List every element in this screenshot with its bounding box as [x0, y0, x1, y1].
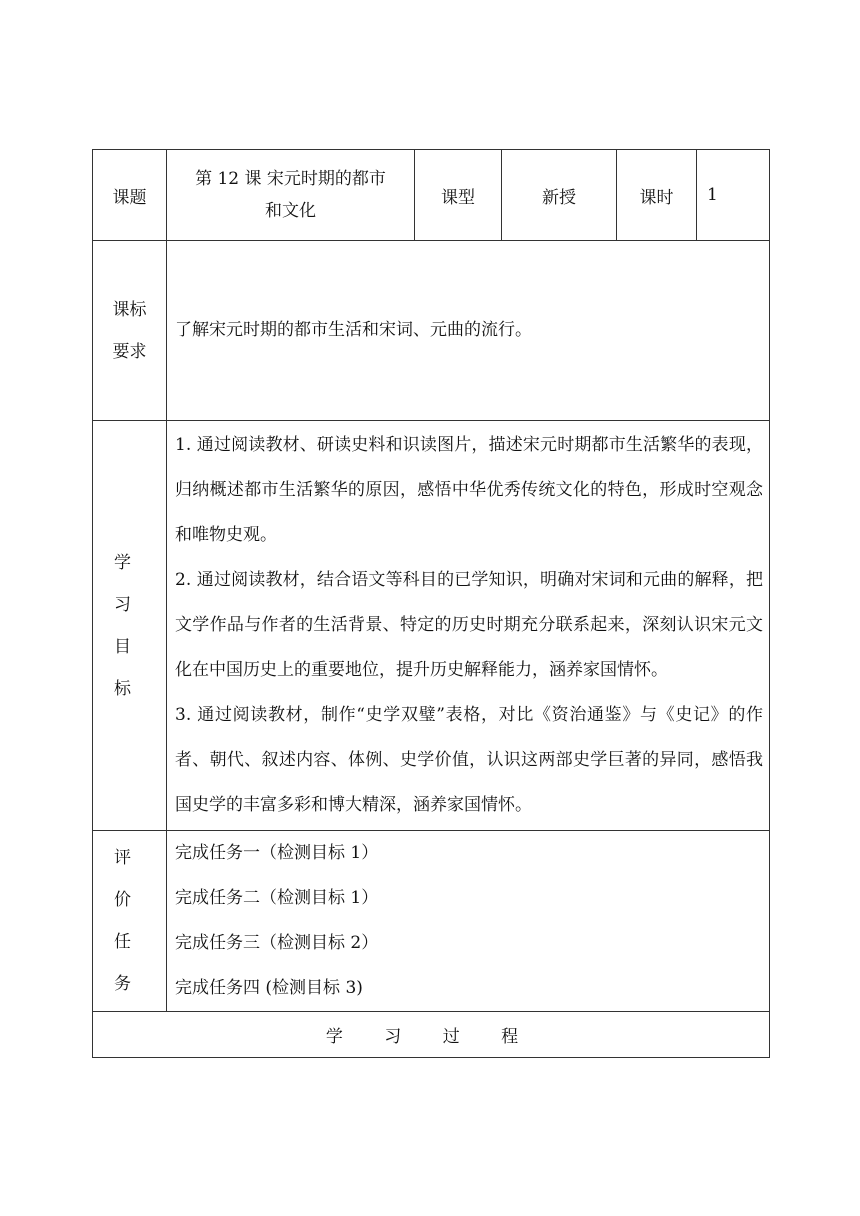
- objectives-list: [167, 421, 770, 831]
- evaluation-item: 完成任务二（检测目标 1）: [175, 888, 379, 908]
- objectives-label-line1: 学 习: [114, 552, 145, 615]
- lesson-title-cell: [167, 150, 415, 241]
- evaluation-item: 完成任务四 (检测目标 3): [175, 978, 363, 998]
- process-row: [93, 1012, 770, 1058]
- objectives-label-line2: 目 标: [114, 636, 145, 699]
- process-title: 学 习 过 程: [93, 1012, 770, 1058]
- evaluation-label-line2: 任 务: [114, 932, 145, 994]
- standard-label-line1: 课标: [112, 299, 147, 320]
- evaluation-item: 完成任务一（检测目标 1）: [175, 843, 379, 863]
- evaluation-list: [167, 831, 770, 1012]
- standard-text: 了解宋元时期的都市生活和宋词、元曲的流行。: [167, 241, 770, 421]
- objective-item: 1. 通过阅读教材、研读史料和识读图片，描述宋元时期都市生活繁华的表现，归纳概述都市生活繁华的原因，感悟中华优秀传统文化的特色，形成时空观念和唯物史观。: [175, 435, 763, 545]
- periods-label: 课时: [617, 150, 697, 241]
- standard-label-line2: 要求: [112, 341, 147, 362]
- type-value: 新授: [502, 150, 617, 241]
- topic-label: 课题: [93, 150, 167, 241]
- periods-value: 1: [697, 150, 770, 241]
- evaluation-label: [93, 831, 167, 1012]
- header-row: [93, 150, 770, 241]
- lesson-plan-table: [92, 149, 770, 1058]
- objective-item: 2. 通过阅读教材，结合语文等科目的已学知识，明确对宋词和元曲的解释，把文学作品与作者的生活背景、特定的历史时期充分联系起来，深刻认识宋元文化在中国历史上的重要地位，提升历史解释能力，涵养家国情怀。: [175, 570, 763, 680]
- evaluation-item: 完成任务三（检测目标 2）: [175, 933, 379, 953]
- evaluation-row: [93, 831, 770, 1012]
- lesson-title-line2: 和文化: [265, 201, 316, 221]
- type-label: 课型: [415, 150, 502, 241]
- standard-row: [93, 241, 770, 421]
- objectives-row: [93, 421, 770, 831]
- evaluation-label-line1: 评 价: [114, 848, 145, 910]
- lesson-title-line1: 第 12 课 宋元时期的都市: [195, 169, 386, 189]
- objective-item: 3. 通过阅读教材，制作“史学双璧”表格，对比《资治通鉴》与《史记》的作者、朝代、叙述内容、体例、史学价值，认识这两部史学巨著的异同，感悟我国史学的丰富多彩和博大精深，涵养家国情怀。: [175, 705, 763, 815]
- standard-label: [93, 241, 167, 421]
- objectives-label: [93, 421, 167, 831]
